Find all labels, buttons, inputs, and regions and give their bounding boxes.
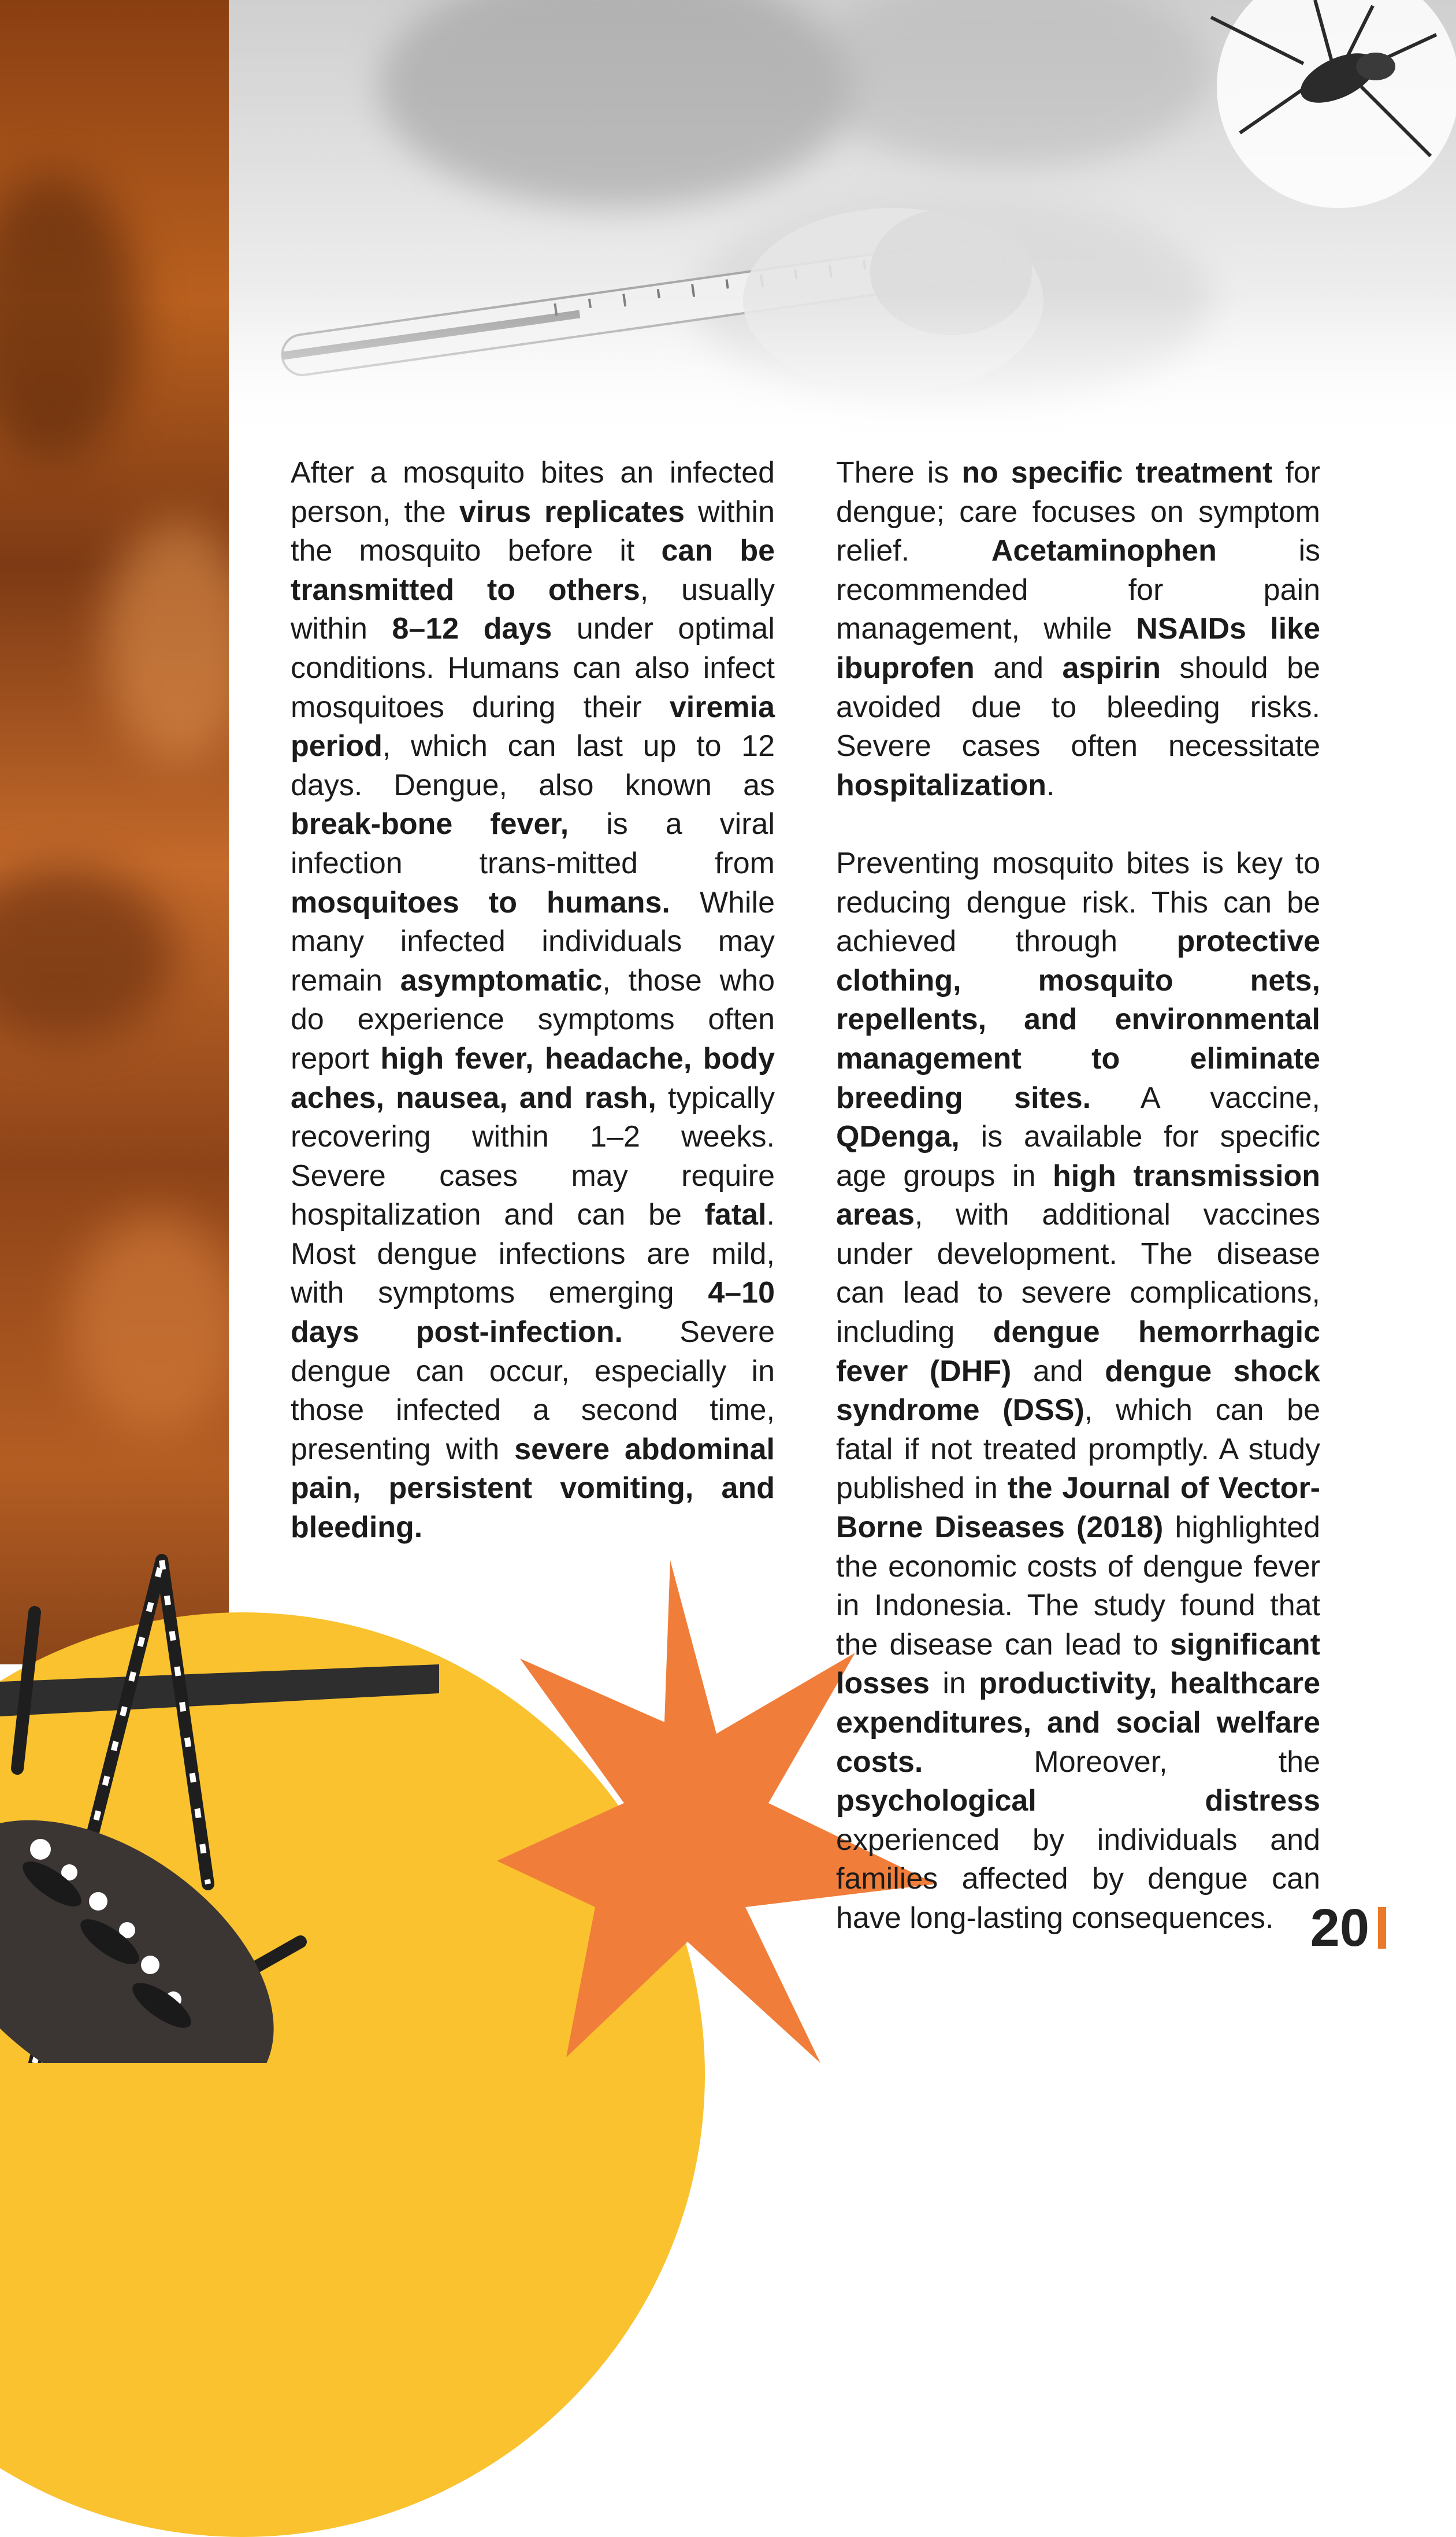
- bold-text: severe abdominal pain, persistent vomiting, and bleeding.: [291, 1432, 775, 1545]
- bold-text: viremia period: [291, 690, 775, 763]
- text-run: A vaccine,: [1091, 1081, 1321, 1115]
- text-run: While many infected individuals may remain: [291, 885, 775, 997]
- bold-text: break-bone fever,: [291, 807, 569, 841]
- text-run: highlighted the economic costs of dengue fever in Indonesia. The study found that the disease can lead to: [836, 1511, 1320, 1661]
- bold-text: can be transmitted to others: [291, 534, 775, 607]
- bold-text: productivity, healthcare expenditures, and social welfare costs.: [836, 1667, 1320, 1779]
- text-run: typically recovering within 1–2 weeks. Severe cases may require hospitalization and can be: [291, 1081, 775, 1232]
- text-run: and: [974, 651, 1063, 685]
- bold-text: Acetaminophen: [991, 534, 1217, 568]
- text-run: is available for specific age groups in: [836, 1120, 1320, 1193]
- text-run: experienced by individuals and families affected by dengue can have long-lasting consequences.: [836, 1823, 1320, 1935]
- left-photo-strip: [0, 0, 229, 1664]
- prevention-paragraph: [836, 844, 1320, 1938]
- bold-text: significant losses: [836, 1627, 1320, 1701]
- mosquito-photo: [0, 1526, 439, 2063]
- bold-text: NSAIDs like ibuprofen: [836, 612, 1321, 685]
- bold-text: protective clothing, mosquito nets, repellents, and environmental management to eliminate breeding sites.: [836, 925, 1320, 1115]
- bold-text: asymptomatic: [400, 963, 603, 997]
- bold-text: high fever, headache, body aches, nausea, and rash,: [291, 1041, 775, 1115]
- text-run: within the mosquito before it: [291, 495, 775, 568]
- bold-text: psychological distress: [836, 1784, 1320, 1818]
- text-run: should be avoided due to bleeding risks. Severe cases often necessitate: [836, 651, 1320, 763]
- text-run: in: [929, 1667, 979, 1701]
- page-number: 20: [1310, 1898, 1369, 1957]
- treatment-paragraph: [836, 454, 1320, 805]
- bold-text: 4–10 days post-infection.: [291, 1276, 775, 1349]
- text-run: under optimal conditions. Humans can also infect mosquitoes during their: [291, 612, 775, 724]
- text-run: for dengue; care focuses on symptom relief.: [836, 456, 1320, 568]
- text-run: Moreover, the: [923, 1745, 1320, 1779]
- header-photo: [229, 0, 1456, 445]
- left-paragraph: [291, 454, 775, 1548]
- right-text-column: [836, 454, 1320, 1938]
- text-run: .: [1046, 768, 1055, 802]
- bold-text: high transmission areas: [836, 1159, 1320, 1232]
- text-run: , usually within: [291, 573, 775, 646]
- bold-text: dengue shock syndrome (DSS): [836, 1354, 1320, 1427]
- text-run: There is: [836, 456, 962, 489]
- text-run: . Most dengue infections are mild, with symptoms emerging: [291, 1198, 775, 1310]
- left-text-column: [291, 454, 775, 1548]
- text-run: , which can be fatal if not treated promptly. A study published in: [836, 1393, 1320, 1505]
- bold-text: no specific treatment: [961, 456, 1273, 489]
- bold-text: 8–12 days: [392, 612, 552, 646]
- text-run: is a viral infection trans-mitted from: [291, 807, 775, 880]
- text-run: Preventing mosquito bites is key to reducing dengue risk. This can be achieved through: [836, 846, 1320, 959]
- paragraph-gap: [836, 805, 1320, 844]
- text-run: and: [1011, 1354, 1105, 1388]
- text-run: , which can last up to 12 days. Dengue, also known as: [291, 729, 775, 802]
- bold-text: fatal: [704, 1198, 767, 1232]
- text-run: Severe dengue can occur, especially in those infected a second time, presenting with: [291, 1315, 775, 1466]
- bold-text: dengue hemorrhagic fever (DHF): [836, 1315, 1320, 1388]
- text-run: , those who do experience symptoms often report: [291, 963, 775, 1075]
- text-run: After a mosquito bites an infected person, the: [291, 456, 775, 529]
- bold-text: hospitalization: [836, 768, 1046, 802]
- bold-text: mosquitoes to humans.: [291, 885, 670, 919]
- bold-text: QDenga,: [836, 1120, 960, 1154]
- text-run: is recommended for pain management, while: [836, 534, 1321, 646]
- page-number-accent-bar: [1378, 1907, 1386, 1949]
- text-run: , with additional vaccines under development. The disease can lead to severe complications, including: [836, 1198, 1320, 1349]
- bold-text: virus replicates: [459, 495, 685, 529]
- bold-text: aspirin: [1062, 651, 1161, 685]
- bold-text: the Journal of Vector-Borne Diseases (2018): [836, 1471, 1320, 1545]
